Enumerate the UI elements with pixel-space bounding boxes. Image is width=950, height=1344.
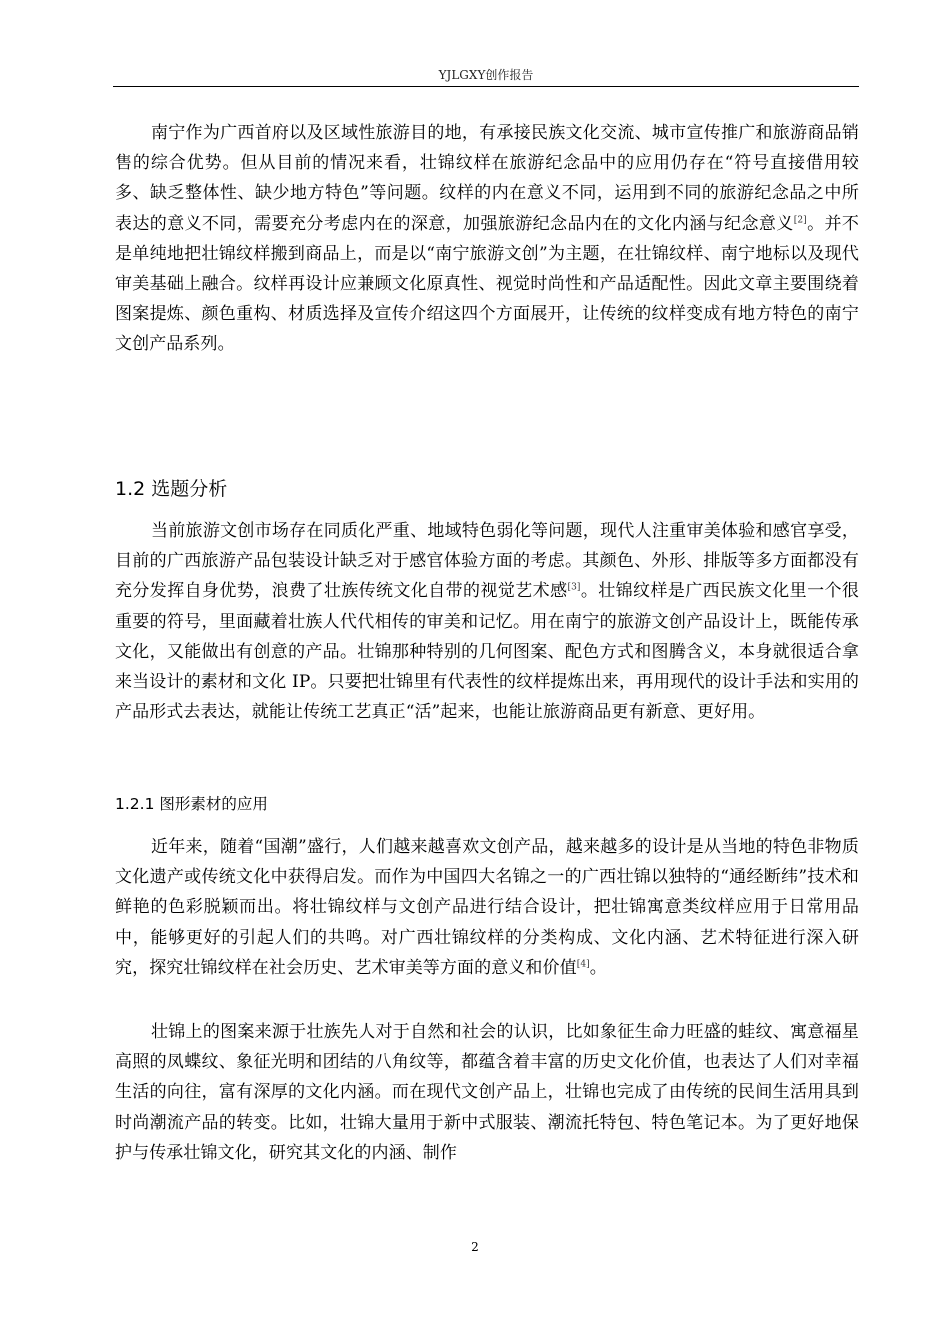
page-number: 2 [471,1240,479,1254]
intro-paragraph [115,118,859,360]
section-heading-1-2-1: 1.2.1 图形素材的应用 [115,795,268,813]
section-1-2-1-paragraph-2 [115,1017,859,1168]
citation-ref: [4] [576,959,590,970]
citation-ref: [2] [793,214,807,225]
paragraph-text: 。并不是单纯地把壮锦纹样搬到商品上，而是以“南宁旅游文创”为主题，在壮锦纹样、南宁地标以及现代审美基础上融合。纹样再设计应兼顾文化原真性、视觉时尚性和产品适配性。因此文章主要围绕着图案提炼、颜色重构、材质选择及宣传介绍这四个方面展开，让传统的纹样变成有地方特色的南宁文创产品系列。 [115,213,859,355]
header-divider [113,86,859,87]
section-1-2-paragraph [115,516,859,727]
page-header: YJLGXY创作报告 [438,68,534,82]
section-1-2-1-paragraph-1 [115,832,859,983]
paragraph-text: 。壮锦纹样是广西民族文化里一个很重要的符号，里面藏着壮族人代代相传的审美和记忆。用在南宁的旅游文创产品设计上，既能传承文化，又能做出有创意的产品。壮锦那种特别的几何图案、配色方式和图腾含义，本身就很适合拿来当设计的素材和文化 IP。只要把壮锦里有代表性的纹样提炼出来，再用现代的设计手法和实用的产品形式去表达，就能让传统工艺真正“活”起来，也能让旅游商品更有新意、更好用。 [115,581,859,723]
paragraph-text: 当前旅游文创市场存在同质化严重、地域特色弱化等问题，现代人注重审美体验和感官享受，目前的广西旅游产品包装设计缺乏对于感官体验方面的考虑。其颜色、外形、排版等多方面都没有充分发挥自身优势，浪费了壮族传统文化自带的视觉艺术感 [115,521,859,602]
citation-ref: [3] [567,582,581,593]
section-heading-1-2: 1.2 选题分析 [115,478,228,500]
paragraph-text: 壮锦上的图案来源于壮族先人对于自然和社会的认识，比如象征生命力旺盛的蛙纹、寓意福星高照的凤蝶纹、象征光明和团结的八角纹等，都蕴含着丰富的历史文化价值，也表达了人们对幸福生活的向往，富有深厚的文化内涵。而在现代文创产品上，壮锦也完成了由传统的民间生活用具到时尚潮流产品的转变。比如，壮锦大量用于新中式服装、潮流托特包、特色笔记本。为了更好地保护与传承壮锦文化，研究其文化的内涵、制作 [115,1022,859,1163]
paragraph-text: 南宁作为广西首府以及区域性旅游目的地，有承接民族文化交流、城市宣传推广和旅游商品销售的综合优势。但从目前的情况来看，壮锦纹样在旅游纪念品中的应用仍存在“符号直接借用较多、缺乏整体性、缺少地方特色”等问题。纹样的内在意义不同，运用到不同的旅游纪念品之中所表达的意义不同，需要充分考虑内在的深意，加强旅游纪念品内在的文化内涵与纪念意义 [115,123,859,234]
paragraph-text: 。 [589,957,607,978]
paragraph-text: 近年来，随着“国潮”盛行，人们越来越喜欢文创产品，越来越多的设计是从当地的特色非物质文化遗产或传统文化中获得启发。而作为中国四大名锦之一的广西壮锦以独特的“通经断纬”技术和鲜艳的色彩脱颖而出。将壮锦纹样与文创产品进行结合设计，把壮锦寓意类纹样应用于日常用品中，能够更好的引起人们的共鸣。对广西壮锦纹样的分类构成、文化内涵、艺术特征进行深入研究，探究壮锦纹样在社会历史、艺术审美等方面的意义和价值 [115,837,859,978]
